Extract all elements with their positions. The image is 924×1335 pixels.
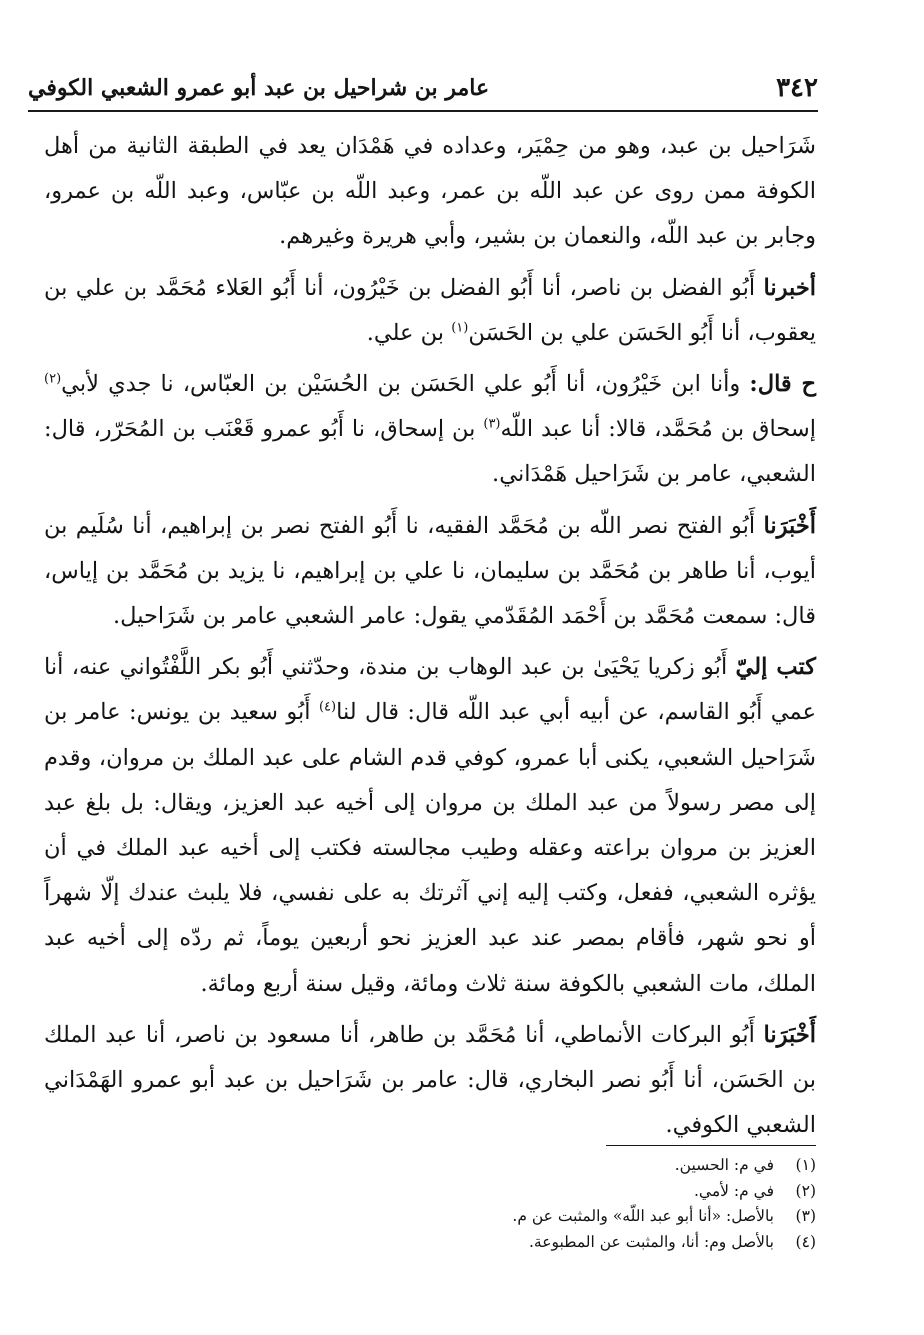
paragraph-text: وأنا ابن خَيْرُون، أنا أَبُو علي الحَسَن بن الحُسَيْن بن العبّاس، نا جدي لأبي <box>61 371 750 398</box>
paragraph-text-cont: إسحاق بن مُحَمَّد، قالا: أنا عبد اللّه <box>500 416 816 443</box>
paragraph-lead: أخبرنا <box>763 274 816 301</box>
paragraph-isnad-1 <box>44 266 816 356</box>
running-title: عامر بن شراحيل بن عبد أبو عمرو الشعبي الكوفي <box>28 75 490 101</box>
footnote <box>60 1179 816 1205</box>
paragraph-text: أَبُو البركات الأنماطي، أنا مُحَمَّد بن طاهر، أنا مسعود بن ناصر، أنا عبد الملك بن الحَسَن، أنا أَبُو نصر البخاري، قال: عامر بن شَرَاحيل بن عبد أبو عمرو الهَمْدَاني الشعبي الكوفي. <box>44 1021 816 1139</box>
paragraph-lead: أَخْبَرَنا <box>763 512 816 539</box>
footnote-number: (٢) <box>795 1181 816 1200</box>
footnote-text: بالأصل وم: أنا، والمثبت عن المطبوعة. <box>528 1232 774 1251</box>
paragraph-isnad-2 <box>44 362 816 498</box>
footnote-ref: (٣) <box>483 416 501 432</box>
paragraph-isnad-3 <box>44 504 816 640</box>
footnote-ref: (٢) <box>44 371 62 387</box>
paragraph-text-cont: بن علي. <box>366 319 452 346</box>
paragraph-lead: ح قال: <box>749 371 817 398</box>
paragraph-text: أَبُو زكريا يَحْيَىٰ بن عبد الوهاب بن مندة، وحدّثني أَبُو بكر اللَّفْتُواني عنه، أنا عمي أَبُو القاسم، عن أبيه أبي عبد اللّه قال: قال لنا <box>44 654 816 726</box>
paragraph-text-cont: أَبُو سعيد بن يونس: عامر بن شَرَاحيل الشعبي، يكنى أبا عمرو، كوفي قدم الشام على عبد الملك بن مروان، وقدم إلى مصر رسولاً من عبد الملك بن مروان إلى أخيه عبد العزيز، ويقال: بل بلغ عبد العزيز بن مروان براعته وعقله وطيب مجالسته فكتب إلى أخيه عبد الملك في أن يؤثره الشعبي، ففعل، وكتب إليه إني آثرتك به على نفسي، فلا يلبث عندك إلّا شهراً أو نحو شهر، فأقام بمصر عند عبد العزيز نحو أربعين يوماً، ثم ردّه إلى أخيه عبد الملك، مات الشعبي بالكوفة سنة ثلاث ومائة، وقيل سنة أربع ومائة. <box>44 699 816 997</box>
footnotes <box>60 1153 816 1255</box>
paragraph-text: شَرَاحيل بن عبد، وهو من حِمْيَر، وعداده في هَمْدَان يعد في الطبقة الثانية من أهل الكوفة ممن روى عن عبد اللّه بن عمر، وعبد اللّه بن عبّاس، وعبد اللّه بن عمرو، وجابر بن عبد اللّه، والنعمان بن بشير، وأبي هريرة وغيرهم. <box>44 133 816 250</box>
page-number: ٣٤٢ <box>776 73 818 103</box>
footnote <box>60 1153 816 1179</box>
paragraph-intro <box>44 124 816 260</box>
footnote-number: (٣) <box>795 1207 816 1225</box>
paragraph-text-cont: بن إسحاق، نا أَبُو عمرو قَعْنَب بن المُحَرّر، قال: الشعبي، عامر بن شَرَاحيل هَمْدَاني. <box>44 416 816 488</box>
footnote-text: في م: الحسين. <box>674 1156 774 1174</box>
footnote-rule <box>606 1145 816 1146</box>
header-rule <box>28 110 818 112</box>
paragraph-lead: أَخْبَرَنا <box>763 1021 816 1048</box>
paragraph-text: أَبُو الفضل بن ناصر، أنا أَبُو الفضل بن خَيْرُون، أنا أَبُو العَلاء مُحَمَّد بن علي بن يعقوب، أنا أَبُو الحَسَن علي بن الحَسَن <box>44 274 816 346</box>
footnote-ref: (٤) <box>318 699 337 715</box>
footnote-text: في م: لأمي. <box>694 1181 774 1200</box>
paragraph-lead: كتب إليّ <box>735 654 816 681</box>
paragraph-text: أَبُو الفتح نصر اللّه بن مُحَمَّد الفقيه، نا أَبُو الفتح نصر بن إبراهيم، أنا سُلَيم بن أيوب، أنا طاهر بن مُحَمَّد بن سليمان، نا علي بن إبراهيم، نا يزيد بن مُحَمَّد بن إياس، قال: سمعت مُحَمَّد بن أَحْمَد المُقَدّمي يقول: عامر الشعبي عامر بن شَرَاحيل. <box>44 512 816 630</box>
footnote-text: بالأصل: «أنا أبو عبد اللّه» والمثبت عن م. <box>512 1207 774 1225</box>
footnote-number: (٤) <box>795 1232 816 1251</box>
footnote <box>60 1230 816 1256</box>
footnote-number: (١) <box>795 1156 816 1174</box>
main-text <box>44 124 816 1154</box>
footnote-ref: (١) <box>451 320 469 336</box>
footnote <box>60 1204 816 1230</box>
paragraph-isnad-5 <box>44 1013 816 1149</box>
paragraph-isnad-4 <box>44 645 816 1007</box>
page-header <box>28 66 818 110</box>
